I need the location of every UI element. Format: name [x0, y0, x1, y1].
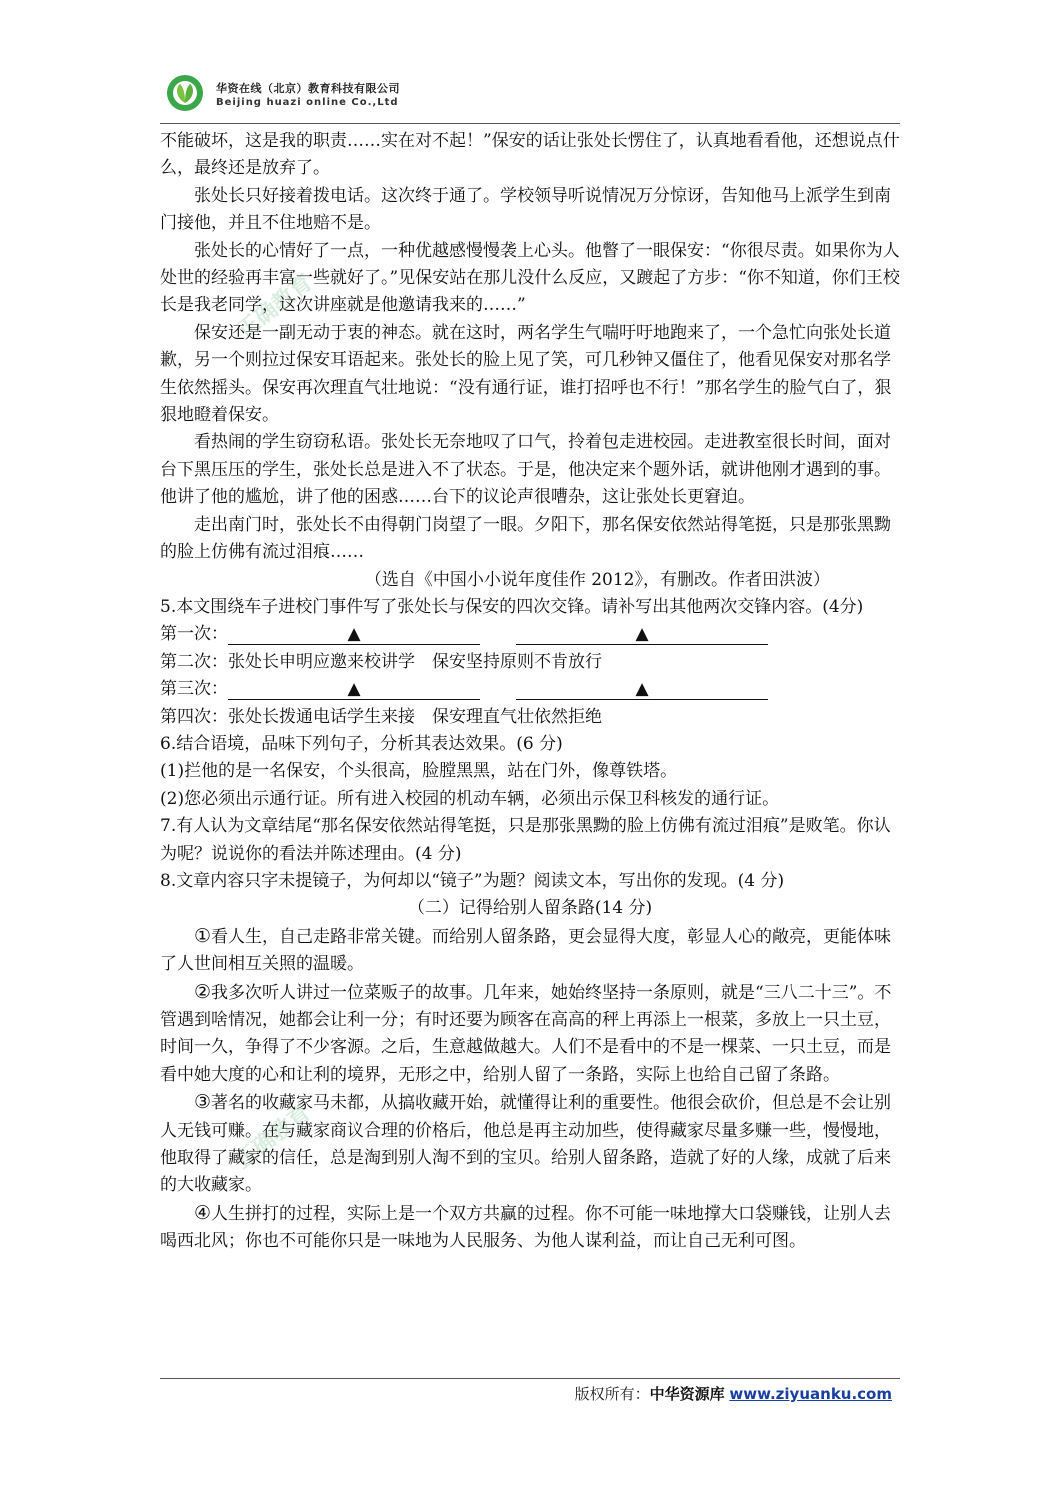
answer-line-first — [160, 621, 900, 648]
essay-paragraph — [160, 1200, 900, 1256]
copyright-label: 版权所有： — [574, 1385, 650, 1403]
essay-paragraph — [160, 923, 900, 979]
site-url-link[interactable]: www.ziyuanku.com — [729, 1385, 892, 1403]
answer-blank[interactable] — [516, 679, 768, 700]
answer-line-fourth: 第四次：张处长拨通电话学生来接 保安理直气壮依然拒绝 — [160, 706, 602, 727]
watermark: 正确教育 — [230, 1100, 316, 1175]
paragraph-text: 著名的收藏家马未都，从搞收藏开始，就懂得让利的重要性。他很会砍价，但总是不会让别人无钱可赚。在与藏家商议合理的价格后，他总是再主动加些，使得藏家尽量多赚一些，慢慢地，他取得了藏家的信任，总是淘到别人淘不到的宝贝。给别人留条路，造就了好的人缘，成就了后来的大收藏家。 — [160, 1093, 892, 1196]
question-6: 6.结合语境，品味下列句子，分析其表达效果。(6 分) — [160, 733, 563, 754]
site-name: 中华资源库 — [649, 1385, 725, 1403]
essay-paragraph — [160, 979, 900, 1090]
answer-blank[interactable] — [228, 679, 480, 700]
story-paragraph: 走出南门时，张处长不由得朝门岗望了一眼。夕阳下，那名保安依然站得笔挺，只是那张黑黝的脸上仿佛有流过泪痕…… — [160, 514, 891, 563]
story-paragraph: 保安还是一副无动于衷的神态。就在这时，两名学生气喘吁吁地跑来了，一个急忙向张处长道歉，另一个则拉过保安耳语起来。张处长的脸上见了笑，可几秒钟又僵住了，他看见保安对那名学生依然摇头。保安再次理直气壮地说：“没有通行证，谁打招呼也不行！”那名学生的脸气白了，狠狠地瞪着保安。 — [160, 322, 892, 426]
story-paragraph: 张处长只好接着拨电话。这次终于通了。学校领导听说情况万分惊讶，告知他马上派学生到南门接他，并且不住地赔不是。 — [160, 185, 891, 234]
answer-line-third — [160, 676, 900, 703]
question-6-sentence-2: (2)您必须出示通行证。所有进入校园的机动车辆，必须出示保卫科核发的通行证。 — [160, 788, 780, 809]
watermark: 正确教育 — [232, 270, 318, 345]
answer-blank[interactable] — [228, 624, 480, 645]
blank-marker-icon: ▲ — [347, 679, 361, 700]
answer-label: 第一次： — [160, 624, 228, 645]
paragraph-text: 看人生，自己走路非常关键。而给别人留条路，更会显得大度，彰显人心的敞亮，更能体味了人世间相互关照的温暖。 — [160, 926, 892, 975]
paragraph-text: 人生拼打的过程，实际上是一个双方共赢的过程。你不可能一味地撑大口袋赚钱，让别人去喝西北风；你也不可能你只是一味地为人民服务、为他人谋利益，而让自己无利可图。 — [160, 1203, 892, 1252]
page-header — [160, 70, 900, 124]
essay-paragraph — [160, 1089, 900, 1200]
paragraph-number: ① — [194, 924, 212, 947]
answer-blank[interactable] — [516, 624, 768, 645]
story-paragraph: 看热闹的学生窃窃私语。张处长无奈地叹了口气，拎着包走进校园。走进教室很长时间，面对台下黑压压的学生，张处长总是进入不了状态。于是，他决定来个题外话，就讲他刚才遇到的事。他讲了他的尴尬，讲了他的困惑……台下的议论声很嘈杂，这让张处长更窘迫。 — [160, 432, 891, 508]
story-source: （选自《中国小小说年度佳作 2012》，有删改。作者田洪波） — [364, 569, 830, 590]
footer-divider — [160, 1378, 900, 1379]
paragraph-number: ② — [194, 980, 212, 1003]
story-paragraph: 张处长的心情好了一点，一种优越感慢慢袭上心头。他瞥了一眼保安：“你很尽责。如果你为人处世的经验再丰富一些就好了。”见保安站在那儿没什么反应，又踱起了方步：“你不知道，你们王校长是我老同学，这次讲座就是他邀请我来的……” — [160, 240, 900, 316]
header-divider — [160, 123, 900, 124]
question-8: 8.文章内容只字未提镜子，为何却以“镜子”为题？阅读文本，写出你的发现。(4 分) — [160, 870, 785, 891]
page-footer — [575, 1383, 892, 1404]
document-body — [160, 128, 900, 1256]
answer-line-second: 第二次：张处长申明应邀来校讲学 保安坚持原则不肯放行 — [160, 651, 602, 672]
question-6-sentence-1: (1)拦他的是一名保安，个头很高，脸膛黑黑，站在门外，像尊铁塔。 — [160, 761, 678, 782]
paragraph-text: 我多次听人讲过一位菜贩子的故事。几年来，她始终坚持一条原则，就是“三八二十三”。不管遇到啥情况，她都会让利一分；有时还要为顾客在高高的秤上再添上一根菜，多放上一只土豆，时间一久，争得了不少客源。之后，生意越做越大。人们不是看中的不是一棵菜、一只土豆，而是看中她大度的心和让利的境界，无形之中，给别人留了一条路，实际上也给自己留了条路。 — [160, 982, 892, 1085]
blank-marker-icon: ▲ — [347, 624, 361, 645]
company-logo-icon — [166, 74, 204, 112]
blank-marker-icon: ▲ — [635, 679, 649, 700]
answer-label: 第三次： — [160, 679, 228, 700]
paragraph-number: ③ — [194, 1091, 212, 1114]
question-7: 7.有人认为文章结尾“那名保安依然站得笔挺，只是那张黑黝的脸上仿佛有流过泪痕”是败笔。你认为呢？说说你的看法并陈述理由。(4 分) — [160, 816, 891, 864]
question-5: 5.本文围绕车子进校门事件写了张处长与保安的四次交锋。请补写出其他两次交锋内容。(4分) — [160, 596, 864, 617]
story-paragraph: 不能破坏，这是我的职责……实在对不起！”保安的话让张处长愣住了，认真地看看他，还想说点什么，最终还是放弃了。 — [160, 131, 900, 179]
company-name-en: Beijing huazi online Co.,Ltd — [216, 97, 399, 108]
section-2-title: （二）记得给别人留条路(14 分) — [407, 898, 653, 919]
company-name-cn: 华资在线（北京）教育科技有限公司 — [216, 82, 400, 95]
paragraph-number: ④ — [194, 1201, 212, 1224]
blank-marker-icon: ▲ — [635, 624, 649, 645]
